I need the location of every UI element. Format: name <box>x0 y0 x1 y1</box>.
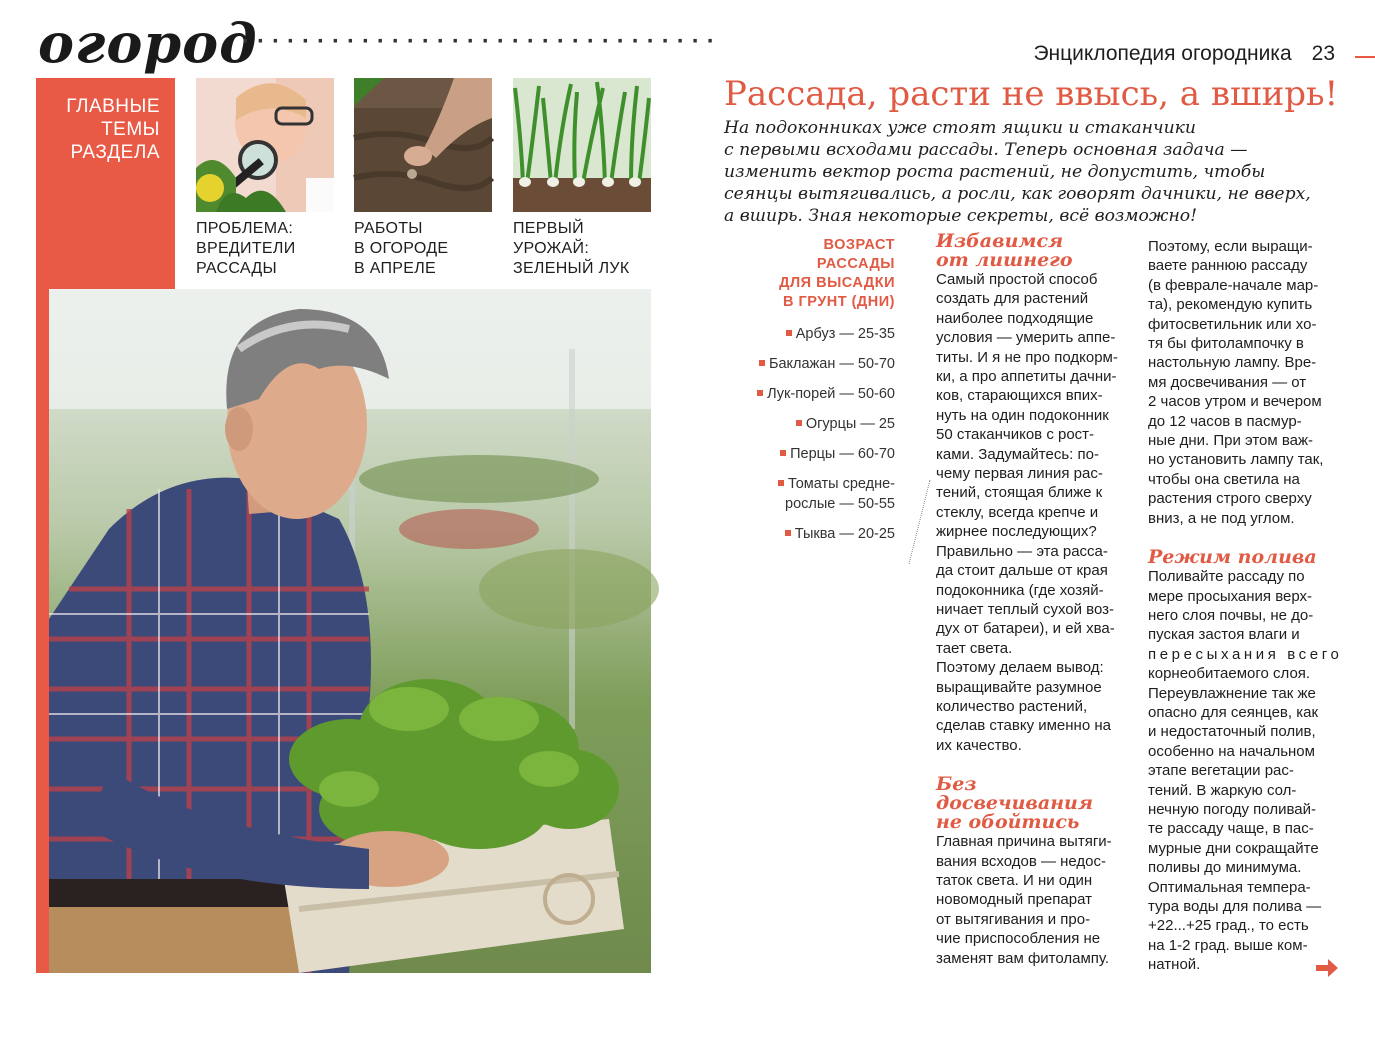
thumbnail-green-onion-photo <box>513 78 651 212</box>
topic-line: УРОЖАЙ: <box>513 240 590 257</box>
subheading-supplemental-lighting: Без досвечивания не обойтись <box>936 773 1093 834</box>
topic-caption-green-onion <box>513 219 629 279</box>
subheading-remove-excess: Избавимся от лишнего <box>936 230 1073 271</box>
bullet-square-icon <box>796 420 802 426</box>
topic-line: В АПРЕЛЕ <box>354 260 437 277</box>
list-item: Баклажан — 50-70 <box>720 354 895 374</box>
bullet-square-icon <box>785 530 791 536</box>
age-heading-line: ВОЗРАСТ <box>823 237 895 253</box>
subheading-watering-mode: Режим полива <box>1148 546 1317 569</box>
topic-line: ПЕРВЫЙ <box>513 220 584 237</box>
list-item: Арбуз — 25-35 <box>720 324 895 344</box>
bullet-square-icon <box>757 390 763 396</box>
topic-line: В ОГОРОДЕ <box>354 240 449 257</box>
topic-caption-april-work <box>354 219 448 279</box>
paragraph: Главная причина вытяги- вания всходов — недос- таток света. И ни один новомодный препарат от вытягивания и про- чие приспособления не заменят вам фитолампу. <box>936 833 1112 967</box>
lead-line: изменить вектор роста растений, не допустить, чтобы <box>724 162 1266 182</box>
running-header <box>1033 42 1335 66</box>
thumbnail-pests-photo <box>196 78 334 212</box>
topic-caption-pests <box>196 219 296 279</box>
lead-line: а вширь. Зная некоторые секреты, всё возможно! <box>724 206 1198 226</box>
article-headline: Рассада, расти не ввысь, а вширь! <box>724 74 1339 114</box>
age-heading-line: РАССАДЫ <box>816 256 895 272</box>
topic-line: ЗЕЛЕНЫЙ ЛУК <box>513 260 630 277</box>
main-photo-gardener-with-seedlings <box>49 289 651 973</box>
list-item: Огурцы — 25 <box>720 414 895 434</box>
bullet-square-icon <box>780 450 786 456</box>
bullet-square-icon <box>778 480 784 486</box>
thumbnail-april-work-photo <box>354 78 492 212</box>
topic-line: ПРОБЛЕМА: <box>196 220 294 237</box>
topic-line: РАБОТЫ <box>354 220 423 237</box>
header-dash-decoration <box>1355 56 1375 58</box>
list-item: Лук-порей — 50-60 <box>720 384 895 404</box>
age-heading-line: ДЛЯ ВЫСАДКИ <box>779 275 895 291</box>
list-item: Томаты средне- рослые — 50-55 <box>720 474 895 514</box>
list-item: Перцы — 60-70 <box>720 444 895 464</box>
article-column-2 <box>1148 237 1343 975</box>
seedling-age-heading <box>740 236 895 312</box>
paragraph: Поэтому, если выращи- ваете раннюю рассаду (в феврале-начале мар- та), рекомендую купить фитосветильник или хо- тя бы фитолампочку в настольную лампу. Вре- мя досвечивания — от 2 часов утром и вечером до 12 часов в пасмур- ные дни. При этом важ- но установить лампу так, чтобы она светила на растения строго сверху вниз, а не под углом. <box>1148 238 1324 527</box>
main-topics-label-line: РАЗДЕЛА <box>70 142 160 163</box>
topic-line: ВРЕДИТЕЛИ <box>196 240 296 257</box>
seedling-age-list <box>720 324 895 554</box>
magazine-title: Энциклопедия огородника <box>1033 42 1292 65</box>
header-dots-divider: ································ <box>242 28 722 55</box>
paragraph: Поливайте рассаду по мере просыхания верх- него слоя почвы, не до- пуская застоя влаги и пересыхания всего корнеобитаемого слоя. Переувлажнение так же опасно для сеянцев, как и недостаточный полив, особенно на начальном этапе вегетации рас- тений. В жаркую сол- нечную погоду поливай- те рассаду чаще, в пас- мурные дни сокращайте поливы до минимума. Оптимальная темпера- тура воды для полива — +22...+25 град., то есть на 1-2 град. выше ком- натной. <box>1148 568 1343 974</box>
main-topics-label-line: ГЛАВНЫЕ <box>66 96 160 117</box>
bullet-square-icon <box>759 360 765 366</box>
main-topics-label-line: ТЕМЫ <box>101 119 160 140</box>
page-number: 23 <box>1311 42 1335 65</box>
list-item: Тыква — 20-25 <box>720 524 895 544</box>
topic-line: РАССАДЫ <box>196 260 277 277</box>
lead-line: На подоконниках уже стоят ящики и стаканчики <box>724 118 1196 138</box>
article-column-1 <box>936 232 1128 968</box>
paragraph: Самый простой способ создать для растений наиболее подходящие условия — умерить аппе- титы. И я не про подкорм- ки, а про аппетиты дачни- ков, старающихся впих- нуть на один подоконник 50 стаканчиков с рост- ками. Задумайтесь: по- чему первая линия рас- тений, стоящая ближе к стеклу, всегда крепче и жирнее последующих? Правильно — эта расса- да стоит дальше от края подоконника (где хозяй- ничает теплый сухой воз- дух от батареи), и ей хва- тает света. <box>936 271 1118 657</box>
continue-arrow-icon <box>1316 959 1338 977</box>
age-heading-line: В ГРУНТ (ДНИ) <box>783 294 895 310</box>
main-topics-label <box>40 95 160 164</box>
spacer <box>936 755 1128 775</box>
lead-line: сеянцы вытягивались, а росли, как говорят дачники, не вверх, <box>724 184 1311 204</box>
lead-line: с первыми всходами рассады. Теперь основная задача — <box>724 140 1248 160</box>
paragraph: Поэтому делаем вывод: выращивайте разумное количество растений, сделав ставку именно на их качество. <box>936 659 1111 754</box>
section-title: огород <box>38 11 258 75</box>
article-lead <box>724 117 1364 227</box>
bullet-square-icon <box>786 330 792 336</box>
spacer <box>1148 528 1340 548</box>
